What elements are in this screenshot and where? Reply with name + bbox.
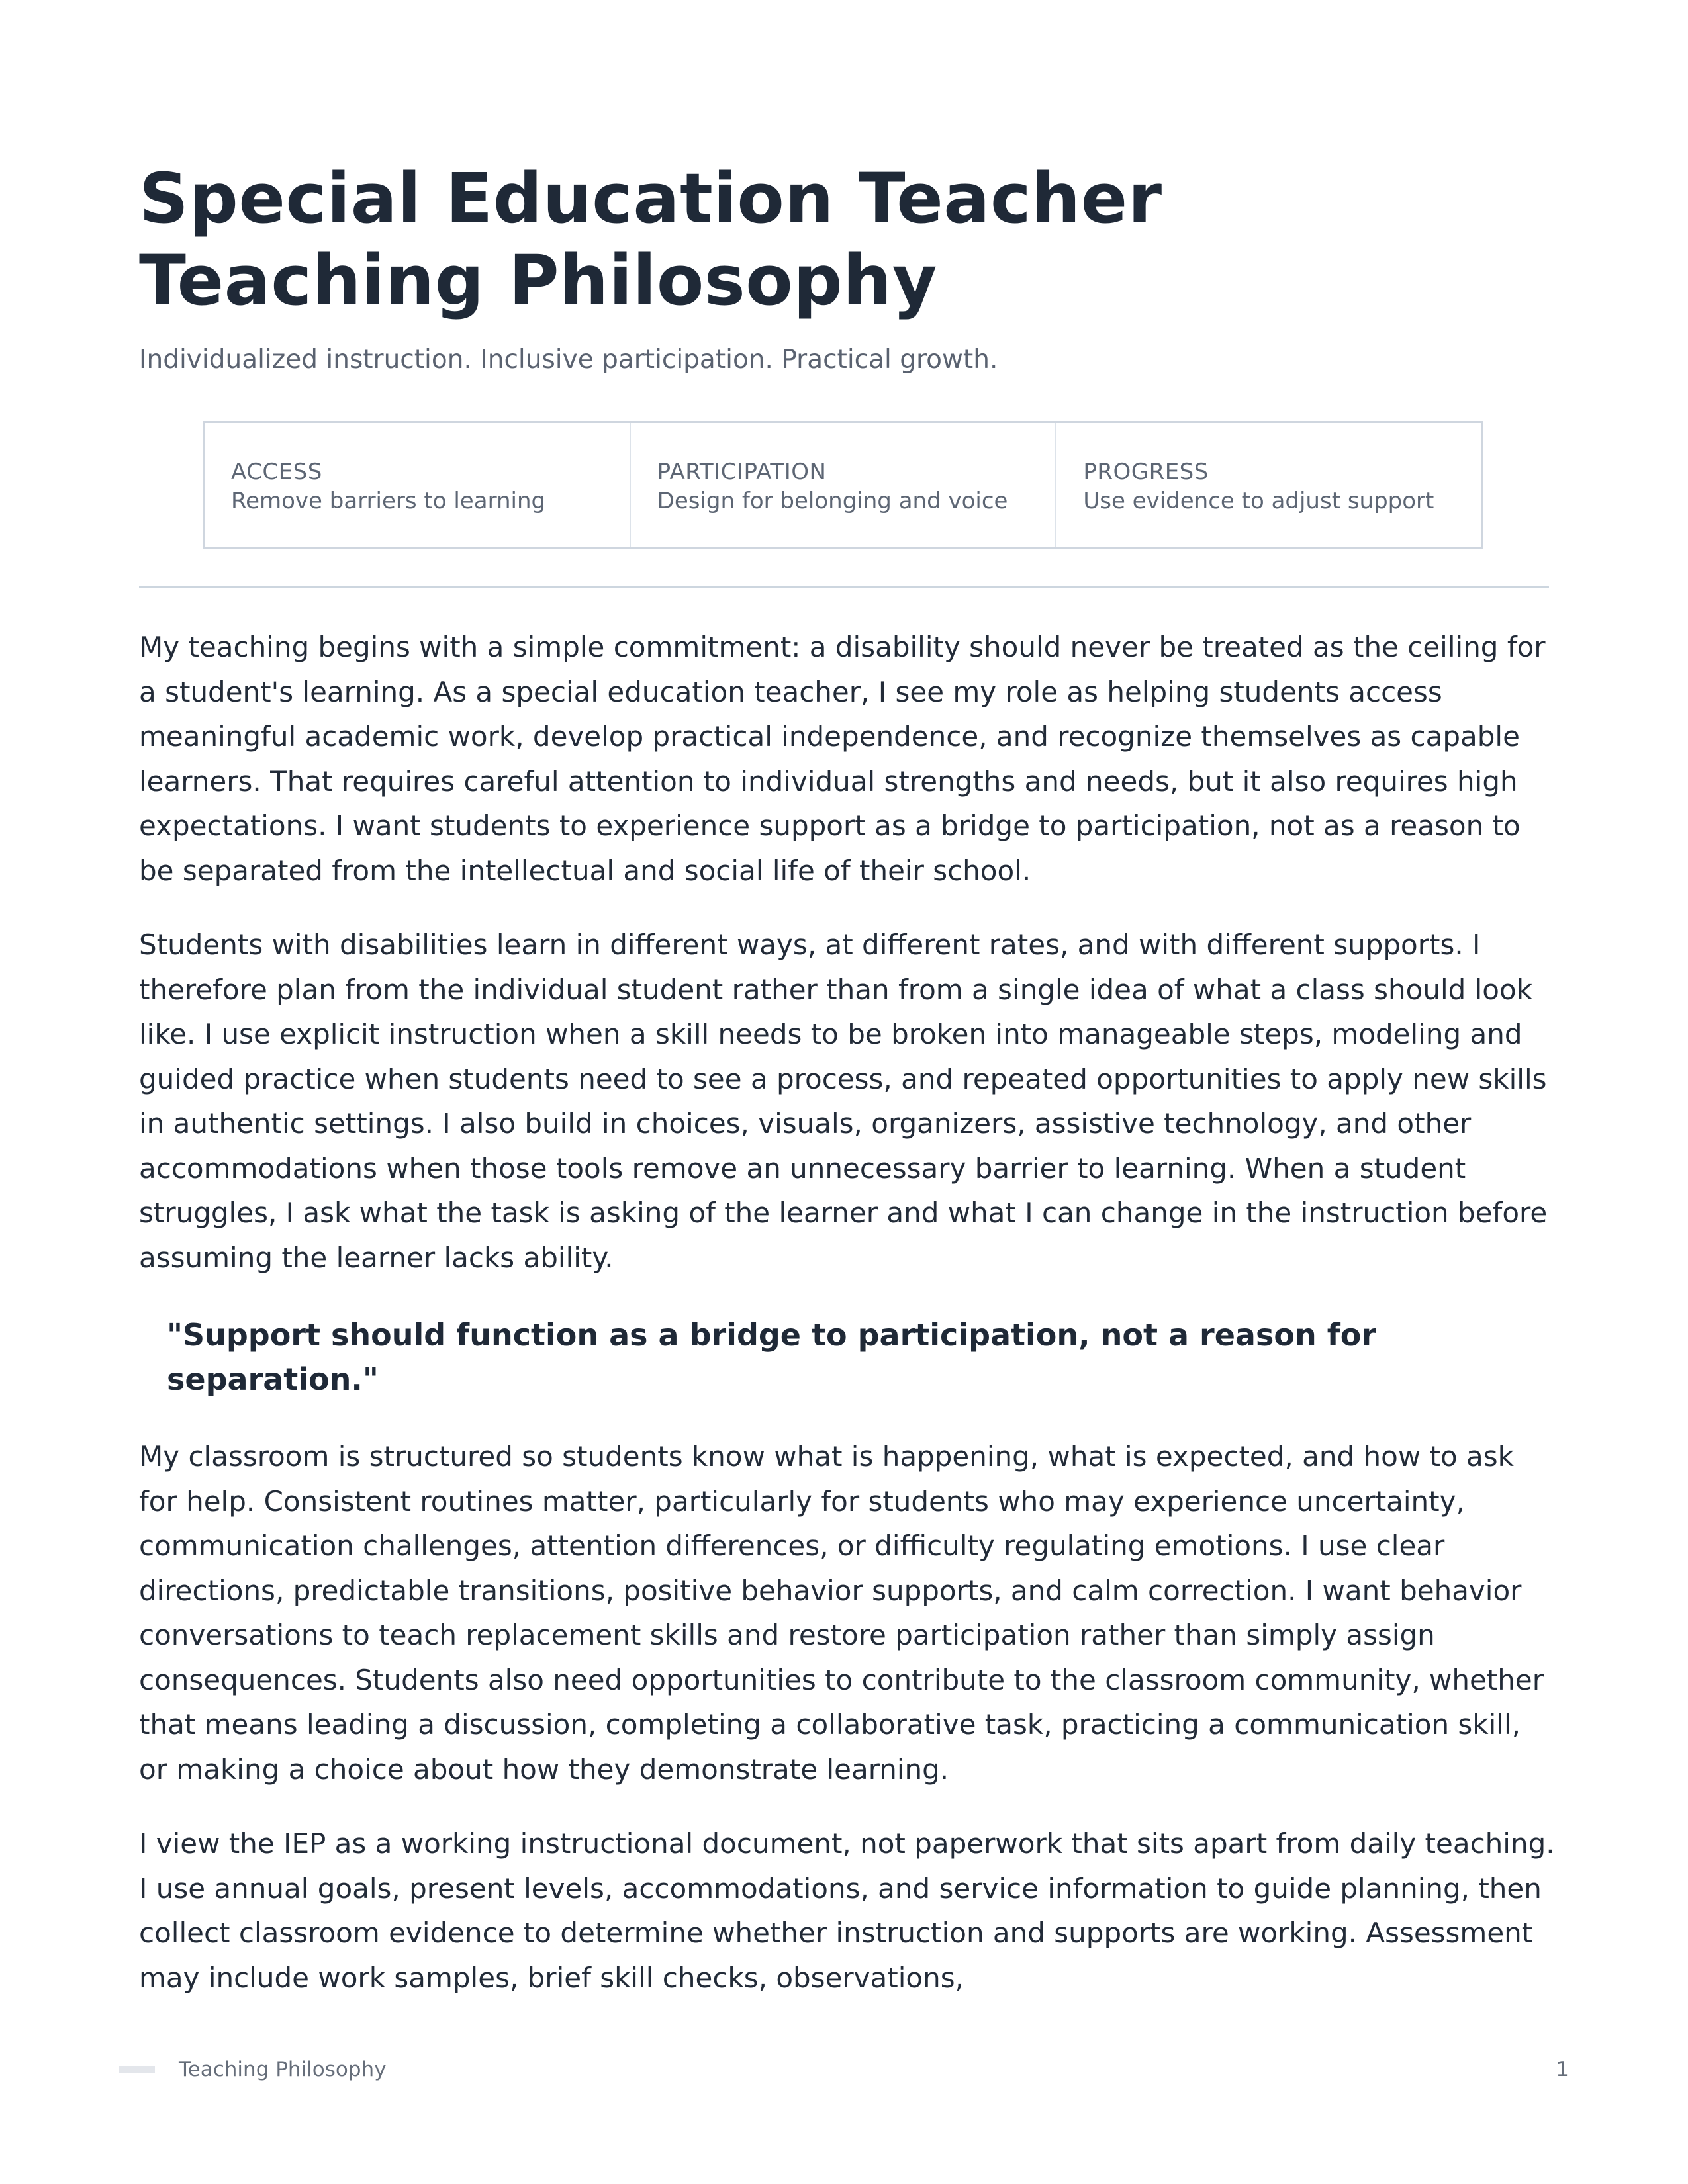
pillars-box xyxy=(203,421,1483,549)
pillar-participation xyxy=(631,423,1057,547)
pillar-description: Remove barriers to learning xyxy=(231,488,546,514)
section-divider xyxy=(139,586,1549,588)
pillar-description: Use evidence to adjust support xyxy=(1083,488,1434,514)
document-title xyxy=(139,158,1529,322)
footer-label: Teaching Philosophy xyxy=(179,2058,387,2081)
pillar-progress xyxy=(1056,423,1481,547)
body-paragraph-3: My classroom is structured so students know what is happening, what is expected, and how to ask for help. Consistent routines matter, particularly for students who may experience uncertainty, communication challenges, attention differences, or difficulty regulating emotions. I use clear directions, predictable transitions, positive behavior supports, and calm correction. I want behavior conversations to teach replacement skills and restore participation rather than simply assign consequences. Students also need opportunities to contribute to the classroom community, whether that means leading a discussion, completing a collaborative task, practicing a communication skill, or making a choice about how they demonstrate learning. xyxy=(139,1440,1544,1786)
document-subtitle: Individualized instruction. Inclusive participation. Practical growth. xyxy=(139,345,998,375)
title-line-2: Teaching Philosophy xyxy=(139,240,938,321)
pillar-label: ACCESS xyxy=(231,459,322,485)
pillar-description: Design for belonging and voice xyxy=(657,488,1008,514)
pillar-label: PARTICIPATION xyxy=(657,459,827,485)
pillar-access xyxy=(205,423,631,547)
body-paragraph-4: I view the IEP as a working instructional document, not paperwork that sits apart from daily teaching. I use annual goals, present levels, accommodations, and service information to guide planning, then collect classroom evidence to determine whether instruction and supports are working. Assessment may include work samples, brief skill checks, observations, xyxy=(139,1827,1555,1994)
footer-mark xyxy=(119,2066,155,2073)
page-number: 1 xyxy=(1556,2058,1569,2081)
body-paragraph-2: Students with disabilities learn in different ways, at different rates, and with different supports. I therefore plan from the individual student rather than from a single idea of what a class should look like. I use explicit instruction when a skill needs to be broken into manageable steps, modeling and guided practice when students need to see a process, and repeated opportunities to apply new skills in authentic settings. I also build in choices, visuals, organizers, assistive technology, and other accommodations when those tools remove an unnecessary barrier to learning. When a student struggles, I ask what the task is asking of the learner and what I can change in the instruction before assuming the learner lacks ability. xyxy=(139,929,1548,1274)
pull-quote: "Support should function as a bridge to participation, not a reason for separation." xyxy=(167,1317,1377,1397)
pillar-label: PROGRESS xyxy=(1083,459,1209,485)
title-line-1: Special Education Teacher xyxy=(139,158,1162,239)
body-paragraph-1: My teaching begins with a simple commitment: a disability should never be treated as the ceiling for a student's learning. As a special education teacher, I see my role as helping students access meaningful academic work, develop practical independence, and recognize themselves as capable learners. That requires careful attention to individual strengths and needs, but it also requires high expectations. I want students to experience support as a bridge to participation, not as a reason to be separated from the intellectual and social life of their school. xyxy=(139,631,1546,887)
